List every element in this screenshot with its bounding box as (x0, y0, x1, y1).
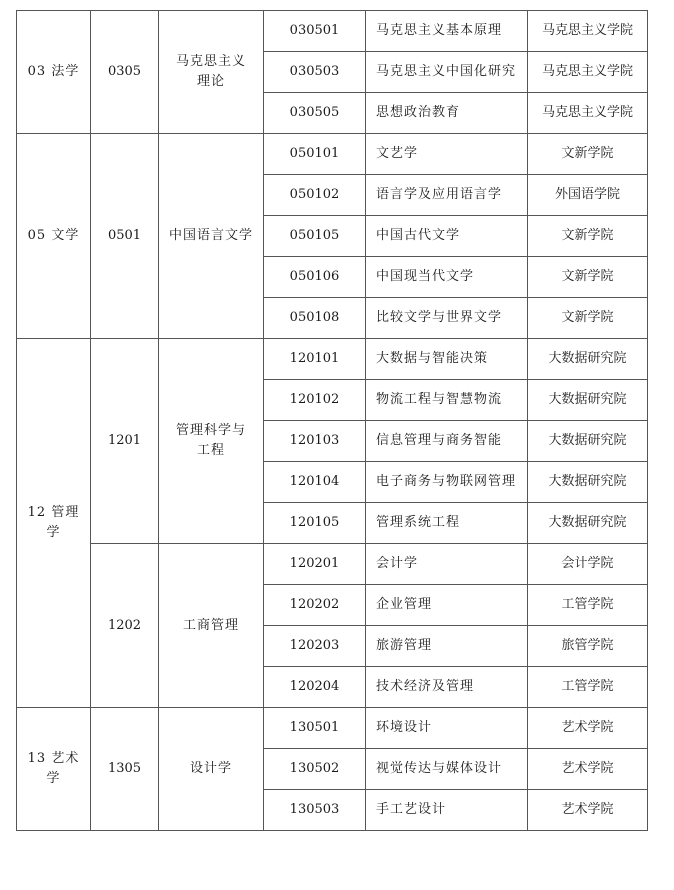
school-cell: 大数据研究院 (528, 462, 648, 503)
school-cell: 文新学院 (528, 134, 648, 175)
school-cell: 马克思主义学院 (528, 93, 648, 134)
code-cell: 050106 (264, 257, 366, 298)
code-cell: 030503 (264, 52, 366, 93)
code-cell: 030505 (264, 93, 366, 134)
name-cell: 旅游管理 (366, 626, 528, 667)
school-cell: 外国语学院 (528, 175, 648, 216)
code-cell: 120202 (264, 585, 366, 626)
name-cell: 会计学 (366, 544, 528, 585)
code-cell: 050108 (264, 298, 366, 339)
school-cell: 马克思主义学院 (528, 52, 648, 93)
code-cell: 120105 (264, 503, 366, 544)
school-cell: 艺术学院 (528, 749, 648, 790)
code-cell: 050105 (264, 216, 366, 257)
code-cell: 120201 (264, 544, 366, 585)
name-cell: 技术经济及管理 (366, 667, 528, 708)
school-cell: 文新学院 (528, 298, 648, 339)
code-cell: 120102 (264, 380, 366, 421)
name-cell: 企业管理 (366, 585, 528, 626)
category-cell: 12 管理学 (17, 339, 91, 708)
table-row (17, 339, 648, 380)
name-cell: 环境设计 (366, 708, 528, 749)
first-level-code-cell: 1202 (91, 544, 159, 708)
first-level-name-cell: 工商管理 (159, 544, 264, 708)
first-level-code-cell: 0501 (91, 134, 159, 339)
name-cell: 中国古代文学 (366, 216, 528, 257)
name-cell: 管理系统工程 (366, 503, 528, 544)
code-cell: 130501 (264, 708, 366, 749)
school-cell: 文新学院 (528, 216, 648, 257)
school-cell: 大数据研究院 (528, 339, 648, 380)
school-cell: 马克思主义学院 (528, 11, 648, 52)
school-cell: 艺术学院 (528, 708, 648, 749)
name-cell: 物流工程与智慧物流 (366, 380, 528, 421)
first-level-code-cell: 1201 (91, 339, 159, 544)
name-cell: 马克思主义中国化研究 (366, 52, 528, 93)
code-cell: 130503 (264, 790, 366, 831)
table-row (17, 544, 648, 585)
code-cell: 130502 (264, 749, 366, 790)
name-cell: 电子商务与物联网管理 (366, 462, 528, 503)
name-cell: 语言学及应用语言学 (366, 175, 528, 216)
name-cell: 思想政治教育 (366, 93, 528, 134)
category-cell: 13 艺术学 (17, 708, 91, 831)
code-cell: 030501 (264, 11, 366, 52)
school-cell: 大数据研究院 (528, 421, 648, 462)
school-cell: 大数据研究院 (528, 503, 648, 544)
category-cell: 03 法学 (17, 11, 91, 134)
code-cell: 120104 (264, 462, 366, 503)
school-cell: 文新学院 (528, 257, 648, 298)
code-cell: 120101 (264, 339, 366, 380)
code-cell: 120204 (264, 667, 366, 708)
code-cell: 050102 (264, 175, 366, 216)
first-level-code-cell: 0305 (91, 11, 159, 134)
name-cell: 比较文学与世界文学 (366, 298, 528, 339)
name-cell: 信息管理与商务智能 (366, 421, 528, 462)
code-cell: 120203 (264, 626, 366, 667)
first-level-name-cell: 中国语言文学 (159, 134, 264, 339)
school-cell: 工管学院 (528, 585, 648, 626)
name-cell: 视觉传达与媒体设计 (366, 749, 528, 790)
discipline-table (16, 10, 648, 831)
name-cell: 大数据与智能决策 (366, 339, 528, 380)
first-level-name-cell: 设计学 (159, 708, 264, 831)
name-cell: 文艺学 (366, 134, 528, 175)
name-cell: 中国现当代文学 (366, 257, 528, 298)
table-row (17, 11, 648, 52)
first-level-code-cell: 1305 (91, 708, 159, 831)
category-cell: 05 文学 (17, 134, 91, 339)
first-level-name-cell: 管理科学与 工程 (159, 339, 264, 544)
table-row (17, 708, 648, 749)
code-cell: 050101 (264, 134, 366, 175)
school-cell: 会计学院 (528, 544, 648, 585)
table-row (17, 134, 648, 175)
school-cell: 艺术学院 (528, 790, 648, 831)
code-cell: 120103 (264, 421, 366, 462)
first-level-name-cell: 马克思主义 理论 (159, 11, 264, 134)
school-cell: 大数据研究院 (528, 380, 648, 421)
school-cell: 旅管学院 (528, 626, 648, 667)
school-cell: 工管学院 (528, 667, 648, 708)
name-cell: 马克思主义基本原理 (366, 11, 528, 52)
name-cell: 手工艺设计 (366, 790, 528, 831)
